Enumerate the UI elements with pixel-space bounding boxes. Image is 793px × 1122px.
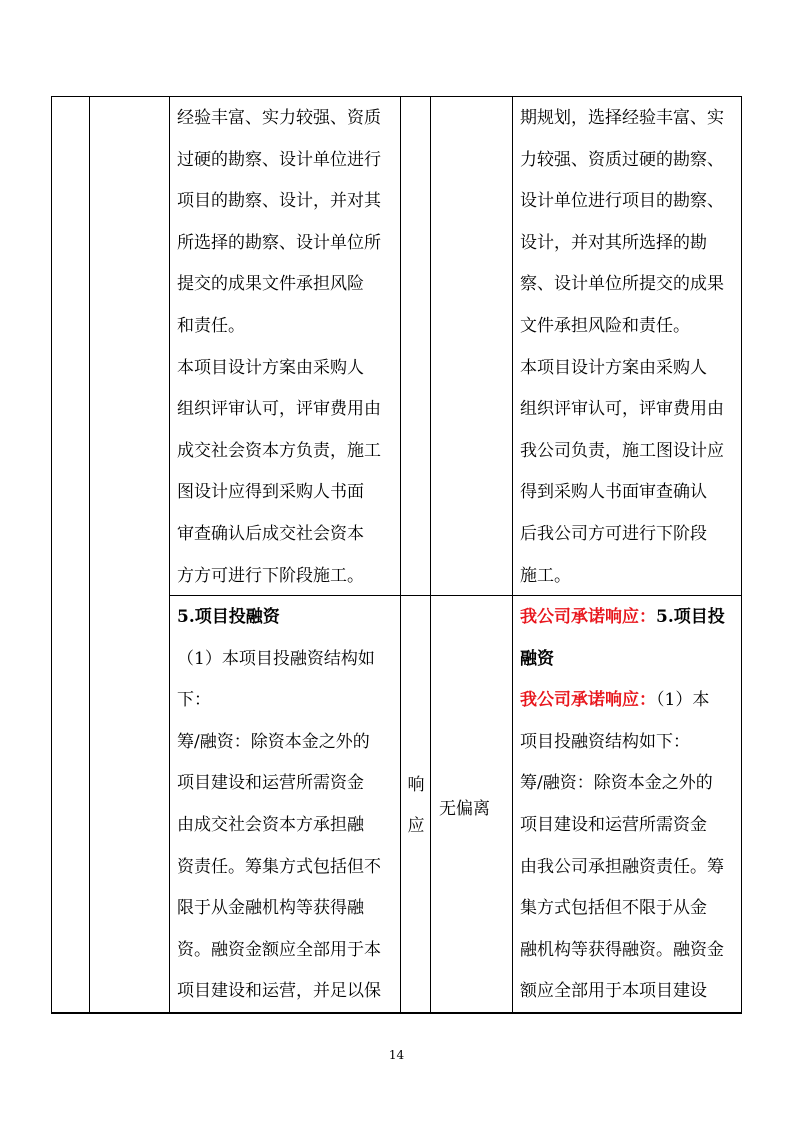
column-divider (400, 97, 401, 1012)
text-line: 我公司负责，施工图设计应 (520, 440, 724, 461)
text-line: 资。融资金额应全部用于本 (177, 939, 381, 960)
text-line: 筹/融资：除资本金之外的 (177, 731, 370, 752)
text-line: 成交社会资本方负责，施工 (177, 440, 381, 461)
column-divider (169, 97, 170, 1012)
text-fragment: （1）本 (656, 690, 710, 711)
text-line: 本项目设计方案由采购人 (177, 357, 364, 378)
text-line: 得到采购人书面审查确认 (520, 482, 707, 503)
commit-label: 我公司承诺响应： (520, 690, 656, 711)
commit-heading: 融资 (520, 648, 554, 669)
text-line: 资责任。筹集方式包括但不 (177, 856, 381, 877)
text-line: 察、设计单位所提交的成果 (520, 274, 724, 295)
text-line: 由成交社会资本方承担融 (177, 814, 364, 835)
commit-heading: 5.项目投 (656, 607, 725, 627)
text-line: 审查确认后成交社会资本 (177, 523, 364, 544)
row2-requirement-cell (177, 597, 399, 1013)
column-divider (512, 97, 513, 1012)
text-line: 期规划，选择经验丰富、实 (520, 108, 724, 128)
row2-response-cell (520, 597, 742, 1013)
deviation-status: 无偏离 (439, 799, 490, 819)
text-line: 经验丰富、实力较强、资质 (177, 108, 381, 128)
response-char: 响 (407, 775, 425, 795)
text-line: 组织评审认可，评审费用由 (520, 399, 724, 420)
text-line: 施工。 (520, 565, 571, 586)
text-line: 项目投融资结构如下： (520, 731, 690, 752)
text-line: 组织评审认可，评审费用由 (177, 399, 381, 420)
text-line: 集方式包括但不限于从金 (520, 898, 707, 919)
commit-label: 我公司承诺响应： (520, 607, 656, 627)
text-line: 由我公司承担融资责任。筹 (520, 856, 724, 877)
text-line: 过硬的勘察、设计单位进行 (177, 149, 381, 170)
text-line: 本项目设计方案由采购人 (520, 357, 707, 378)
text-line: 项目的勘察、设计，并对其 (177, 191, 381, 212)
text-line: 下： (177, 690, 211, 711)
text-line: 力较强、资质过硬的勘察、 (520, 149, 724, 170)
text-line: 后我公司方可进行下阶段 (520, 523, 707, 544)
text-line: 项目建设和运营所需资金 (520, 814, 707, 835)
text-line: 提交的成果文件承担风险 (177, 274, 364, 295)
text-line: 所选择的勘察、设计单位所 (177, 232, 381, 253)
response-char: 应 (407, 816, 425, 836)
column-divider (89, 97, 90, 1012)
page-number: 14 (388, 1048, 405, 1062)
column-divider (430, 97, 431, 1012)
response-table (51, 96, 742, 1014)
response-status (405, 765, 427, 847)
text-line: 额应全部用于本项目建设 (520, 981, 707, 1002)
text-line: 筹/融资：除资本金之外的 (520, 773, 713, 794)
text-line: 项目建设和运营，并足以保 (177, 981, 381, 1002)
text-line: （1）本项目投融资结构如 (177, 648, 375, 669)
section-heading: 5.项目投融资 (177, 607, 280, 627)
text-line: 和责任。 (177, 315, 245, 336)
text-line: 文件承担风险和责任。 (520, 315, 690, 336)
text-line: 方方可进行下阶段施工。 (177, 565, 364, 586)
row1-requirement-cell (177, 98, 399, 597)
text-line: 项目建设和运营所需资金 (177, 773, 364, 794)
row1-response-cell (520, 98, 742, 597)
text-line: 图设计应得到采购人书面 (177, 482, 364, 503)
text-line: 设计单位进行项目的勘察、 (520, 191, 724, 212)
text-line: 融机构等获得融资。融资金 (520, 939, 724, 960)
text-line: 设计，并对其所选择的勘 (520, 232, 707, 253)
text-line: 限于从金融机构等获得融 (177, 898, 364, 919)
